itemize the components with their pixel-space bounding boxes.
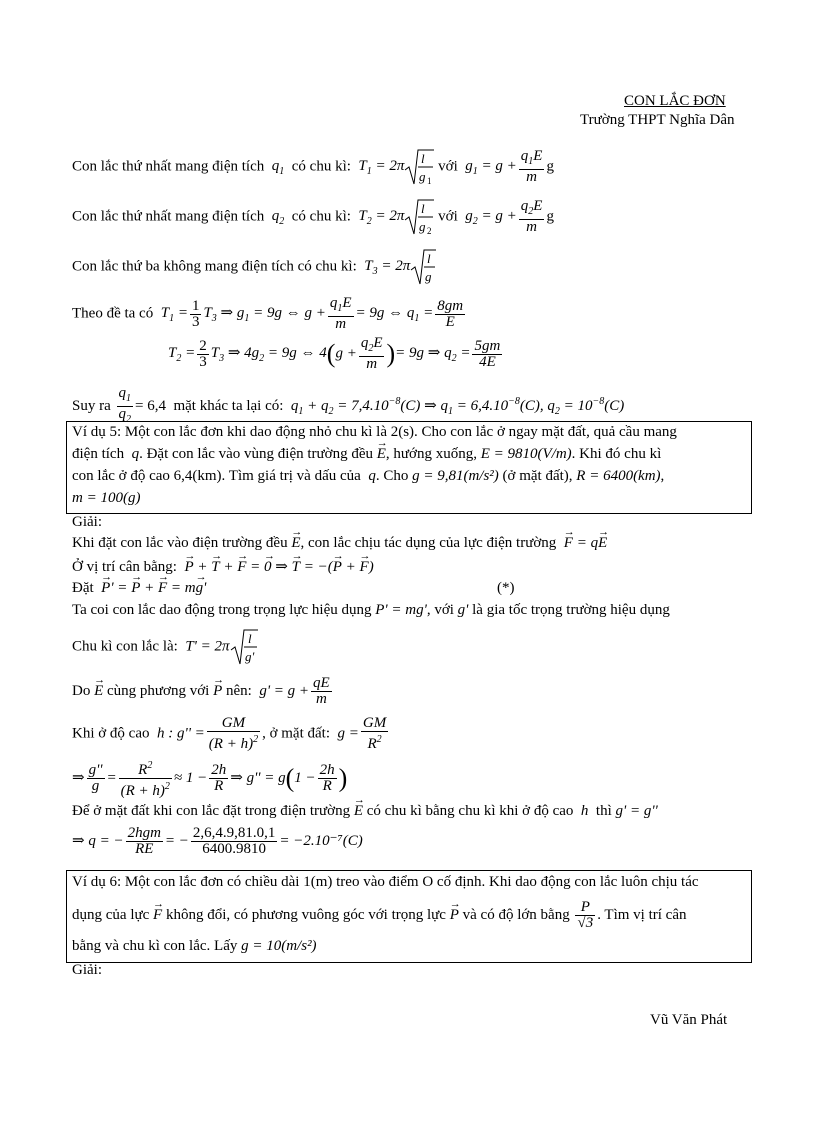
line-pendulum-2: Con lắc thứ nhất mang điện tích $q_2$ có chu kì: $T_2 = 2\pi$ l g 2 với $g_2 = g$ + $\frac{q_2E}{m}$ g [72,198,554,236]
example-6-line2: dụng của lực → F không đổi, có phương vuông góc với trọng lực → P và có độ lớn bằng $\frac{P}{√3}$ . Tìm vị trí cân [72,900,687,931]
line-pendulum-1: Con lắc thứ nhất mang điện tích $q_1$ có chu kì: $T_1 = 2\pi$ l g 1 với $g_1 = g$ + $\frac{q_1E}{m}$ g [72,148,554,186]
line-suy-ra: Suy ra $\frac{q_1}{q_2}$ = 6,4 mặt khác ta lại có: $q_1 + q_2 = 7,4.10^{-8}(C)$ ⇒ $q_1 = 6,4.10^{-8}(C)$, $q_2 = 10^{-8}(C)$ [72,385,625,425]
svg-text:g: g [425,269,432,284]
line-text: Con lắc thứ nhất mang điện tích [72,158,265,175]
solution-5-star: (*) [497,580,515,596]
svg-text:2: 2 [427,226,432,236]
svg-text:l: l [247,631,252,646]
page-title: CON LẮC ĐƠN [624,93,726,109]
solution-5-line2: Ở vị trí cân bằng: → P + → T + → F = → 0 ⇒ → T = −(→ P + → F) [72,557,374,576]
solution-5-line5: Chu kì con lắc là: T' = 2π l g' [72,628,258,666]
solution-5-line10: ⇒ q = − $\frac{\text{2hgm}}{RE}$ = − $\frac{2,6,4.9,81.0,1}{6400.9810}$ = −2.10⁻⁷(C) [72,825,363,857]
example-6-line3: bằng và chu kì con lắc. Lấy g = 10(m/s²) [72,938,317,954]
solution-5-line8: ⇒ $\frac{g''}{g}$ = $\frac{R^2}{(R + h)^2}$ ≈ 1 − $\frac{2h}{R}$ ⇒ g'' = g(1 − $\frac{2h}{R}$ ) [72,760,348,799]
solution-5-line7: Khi ở độ cao h : g'' = $\frac{GM}{(R + h)^2}$ , ở mặt đất: g = $\frac{GM}{R^2}$ [72,715,387,752]
author-name: Vũ Văn Phát [650,1012,728,1028]
solution-5-line3: Đặt → P' = → P + → F = m→ g' [72,580,206,597]
svg-text:g: g [419,169,426,184]
svg-text:1: 1 [427,176,432,186]
example-5-line4: m = 100(g) [72,490,141,506]
solution-5-line6: Do → E cùng phương với → P nên: g' = g + $\frac{qE}{m}$ [72,676,334,707]
line-pendulum-3: Con lắc thứ ba không mang điện tích có chu kì: $T_3 = 2\pi$ l g [72,248,436,286]
school-name: Trường THPT Nghĩa Dân [580,112,735,128]
solution-6-label: Giải: [72,962,102,978]
solution-5-line9: Để ở mặt đất khi con lắc đặt trong điện trường → E có chu kì bằng chu kì khi ở độ cao h thì g' = g'' [72,803,658,820]
example-5-line1: Ví dụ 5: Một con lắc đơn khi dao động nhỏ chu kì là 2(s). Cho con lắc ở ngay mặt đất, quả cầu mang [72,424,677,440]
example-5-line3: con lắc ở độ cao 6,4(km). Tìm giá trị và dấu của q. Cho g = 9,81(m/s²) (ở mặt đất), R = 6400(km), [72,468,665,484]
svg-text:l: l [421,151,426,166]
svg-text:l: l [421,201,426,216]
example-5-line2: điện tích q. Đặt con lắc vào vùng điện trường đều → E, hướng xuống, E = 9810(V/m). Khi đó chu kì [72,446,661,463]
solution-5-line4: Ta coi con lắc dao động trong trọng lực hiệu dụng P' = mg', với g' là gia tốc trọng trường hiệu dụng [72,602,670,618]
solution-5-label: Giải: [72,514,102,530]
solution-5-line1: Khi đặt con lắc vào điện trường đều → E, con lắc chịu tác dụng của lực điện trường → F = q→ E [72,535,607,552]
line-theo-de: Theo đề ta có $T_1$ = $\frac{1}{3}$ $T_3$ ⇒ $g_1 = 9g$ ⇔ g + $\frac{q_1E}{m}$ = 9g ⇔ $q_1$ = $\frac{8gm}{E}$ [72,295,464,332]
line-t2: $T_2$ = $\frac{2}{3}$ $T_3$ ⇒ $4g_2 = 9g$ ⇔ 4(g + $\frac{q_2E}{m}$ )= 9g ⇒ $q_2$ = $\frac{5gm}{4E}$ [168,335,501,372]
svg-text:l: l [427,251,431,266]
svg-text:g': g' [244,649,254,664]
svg-text:g: g [419,219,426,234]
example-6-line1: Ví dụ 6: Một con lắc đơn có chiều dài 1(m) treo vào điểm O cố định. Khi dao động con lắc luôn chịu tác [72,874,699,890]
